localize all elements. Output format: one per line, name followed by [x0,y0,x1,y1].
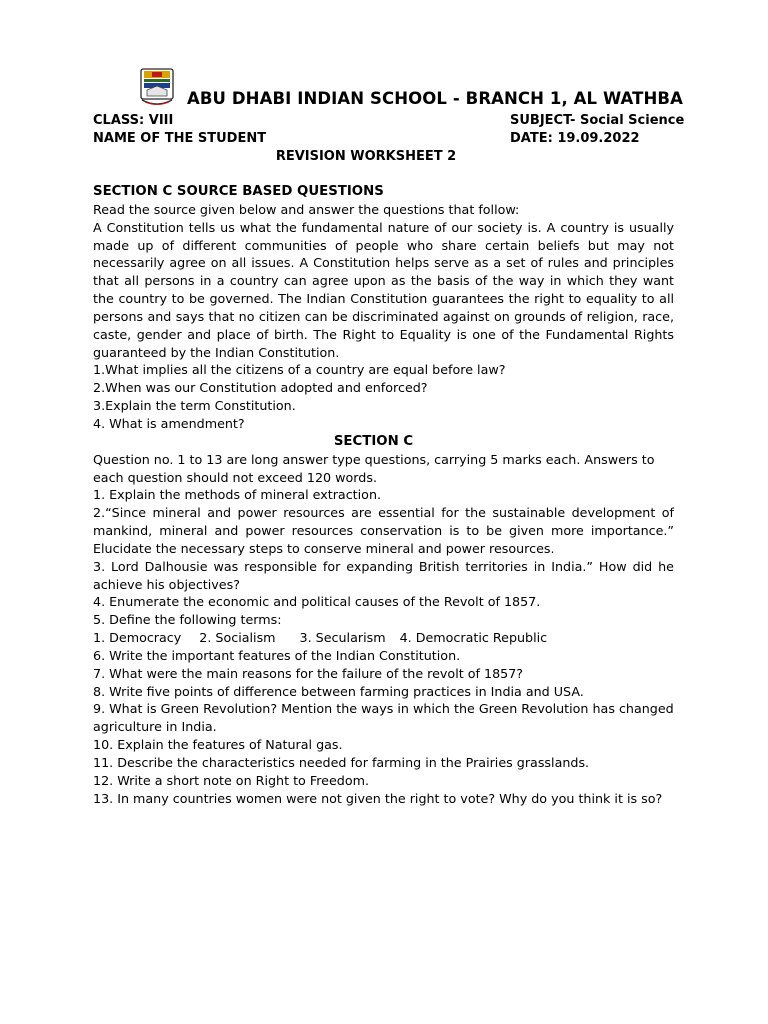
question-13: 13. In many countries women were not given the right to vote? Why do you think it is so? [93,790,663,806]
question-6: 6. Write the important features of the Indian Constitution. [93,647,461,663]
question-2: 2.“Since mineral and power resources are essential for the sustainable development of mankind, mineral and power resources conservation is to be given more importance.” Elucidate the necessary steps to conserve mineral and power resources. [93,505,674,556]
source-question: 2.When was our Constitution adopted and enforced? [93,380,428,396]
question-9: 9. What is Green Revolution? Mention the ways in which the Green Revolution has changed agriculture in India. [93,701,674,735]
question-11: 11. Describe the characteristics needed for farming in the Prairies grasslands. [93,755,590,770]
source-section-heading: SECTION C SOURCE BASED QUESTIONS [93,184,384,199]
question-4: 4. Enumerate the economic and political causes of the Revolt of 1857. [93,594,541,610]
term-item: 2. Socialism [199,630,276,646]
question-5-terms [93,629,674,647]
source-question: 4. What is amendment? [93,415,245,431]
class-label: CLASS: VIII [93,113,174,128]
question-8: 8. Write five points of difference between farming practices in India and USA. [93,683,584,699]
question-7: 7. What were the main reasons for the failure of the revolt of 1857? [93,665,524,681]
question-1: 1. Explain the methods of mineral extraction. [93,487,382,503]
long-section-instruction: Question no. 1 to 13 are long answer type questions, carrying 5 marks each. Answers to each question should not exceed 120 words. [93,451,655,485]
source-instruction: Read the source given below and answer the questions that follow: [93,201,520,217]
question-10: 10. Explain the features of Natural gas. [93,737,343,753]
school-name: ABU DHABI INDIAN SCHOOL - BRANCH 1, AL WATHBA [187,89,683,108]
school-crest-icon [140,68,174,108]
student-name-label: NAME OF THE STUDENT [93,131,267,146]
source-passage: A Constitution tells us what the fundamental nature of our society is. A country is usually made up of different communities of people who share certain beliefs but may not necessarily agree on all issues. A Constitution helps serve as a set of rules and principles that all persons in a country can agree upon as the basis of the way in which they want the country to be governed. The Indian Constitution guarantees the right to equality to all persons and says that no citizen can be discriminated against on grounds of religion, race, caste, gender and place of birth. The Right to Equality is one of the Fundamental Rights guaranteed by the Indian Constitution. [93,219,674,360]
question-3: 3. Lord Dalhousie was responsible for expanding British territories in India.” How did he achieve his objectives? [93,558,674,592]
worksheet-content [93,183,674,808]
date-label: DATE: 19.09.2022 [510,131,640,146]
term-item: 4. Democratic Republic [399,630,548,646]
term-item: 1. Democracy [93,630,182,646]
subject-label: SUBJECT- Social Science [510,113,685,128]
term-item: 3. Secularism [299,630,386,646]
question-5: 5. Define the following terms: [93,612,282,628]
source-question: 3.Explain the term Constitution. [93,398,296,414]
question-12: 12. Write a short note on Right to Freedom. [93,772,369,788]
worksheet-title: REVISION WORKSHEET 2 [275,149,457,164]
source-question: 1.What implies all the citizens of a country are equal before law? [93,362,506,378]
long-section-heading: SECTION C [333,433,414,449]
